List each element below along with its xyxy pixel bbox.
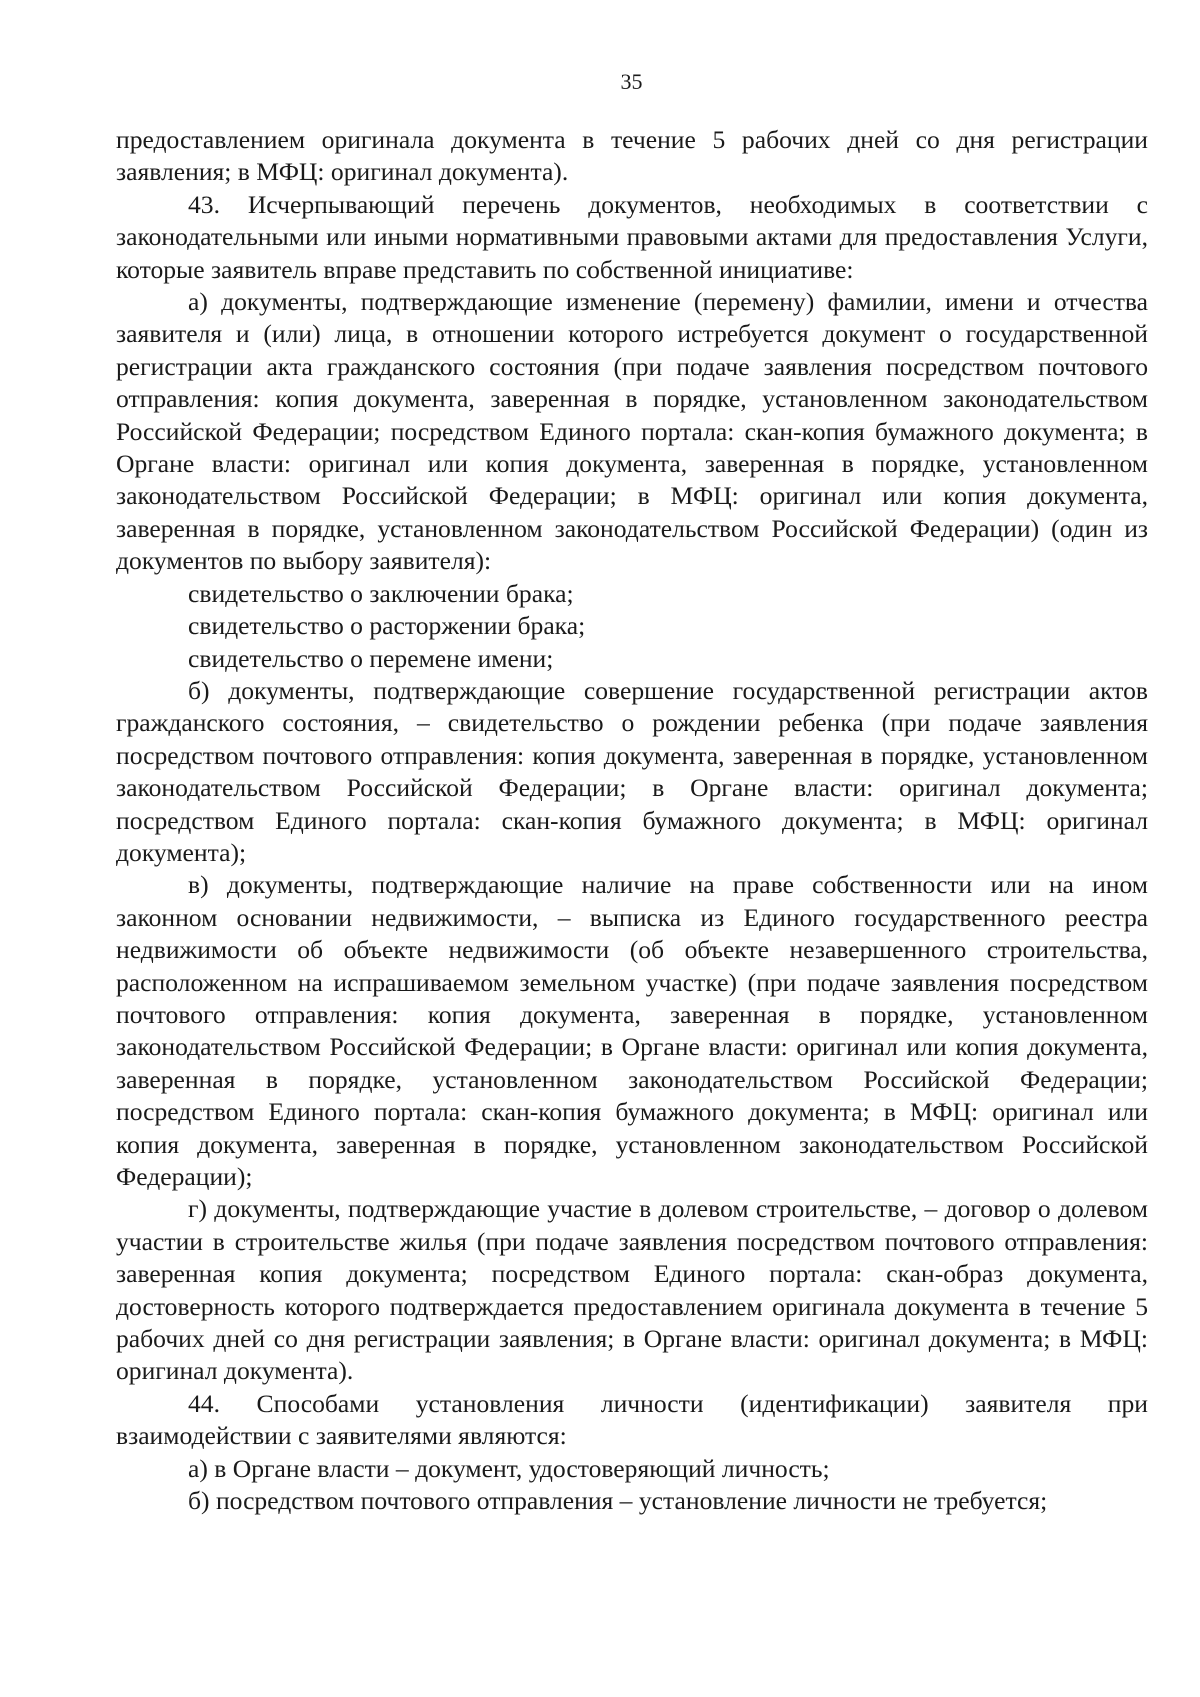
paragraph-44-a: а) в Органе власти – документ, удостоверяющий личность;: [188, 1453, 830, 1483]
paragraph-44-b: б) посредством почтового отправления – установление личности не требуется;: [188, 1486, 1048, 1516]
paragraph-43-v: в) документы, подтверждающие наличие на праве собственности или на ином законном основании недвижимости, – выписка из Единого государственного реестра недвижимости об объекте недвижимости (об объекте незавершенного строительства, расположенном на испрашиваемом земельном участке) (при подаче заявления посредством почтового отправления: копия документа, заверенная в порядке, установленном законодательством Российской Федерации; в Органе власти: оригинал или копия документа, заверенная в порядке, установленном законодательством Российской Федерации; посредством Единого портала: скан-копия бумажного документа; в МФЦ: оригинал или копия документа, заверенная в порядке, установленном законодательством Российской Федерации);: [116, 870, 1148, 1191]
page-number: 35: [620, 69, 643, 94]
list-item-divorce-certificate: свидетельство о расторжении брака;: [188, 611, 586, 641]
paragraph-43-b: б) документы, подтверждающие совершение государственной регистрации актов гражданского состояния, – свидетельство о рождении ребенка (при подаче заявления посредством почтового отправления: копия документа, заверенная в порядке, установленном законодательством Российской Федерации; в Органе власти: оригинал документа; посредством Единого портала: скан-копия бумажного документа; в МФЦ: оригинал документа);: [116, 675, 1148, 867]
paragraph-continuation: предоставлением оригинала документа в течение 5 рабочих дней со дня регистрации заявления; в МФЦ: оригинал документа).: [116, 125, 1148, 187]
paragraph-43: 43. Исчерпывающий перечень документов, необходимых в соответствии с законодательными или иными нормативными правовыми актами для предоставления Услуги, которые заявитель вправе представить по собственной инициативе:: [116, 189, 1148, 284]
paragraph-43-a: а) документы, подтверждающие изменение (перемену) фамилии, имени и отчества заявителя и (или) лица, в отношении которого истребуется документ о государственной регистрации акта гражданского состояния (при подаче заявления посредством почтового отправления: копия документа, заверенная в порядке, установленном законодательством Российской Федерации; посредством Единого портала: скан-копия бумажного документа; в Органе власти: оригинал или копия документа, заверенная в порядке, установленном законодательством Российской Федерации; в МФЦ: оригинал или копия документа, заверенная в порядке, установленном законодательством Российской Федерации) (один из документов по выбору заявителя):: [116, 287, 1148, 576]
list-item-name-change-certificate: свидетельство о перемене имени;: [188, 643, 554, 673]
document-body: [116, 124, 1148, 1517]
paragraph-43-g: г) документы, подтверждающие участие в долевом строительстве, – договор о долевом участии в строительстве жилья (при подаче заявления посредством почтового отправления: заверенная копия документа; посредством Единого портала: скан-образ документа, достоверность которого подтверждается предоставлением оригинала документа в течение 5 рабочих дней со дня регистрации заявления; в Органе власти: оригинал документа; в МФЦ: оригинал документа).: [116, 1194, 1148, 1386]
paragraph-44: 44. Способами установления личности (идентификации) заявителя при взаимодействии с заявителями являются:: [116, 1388, 1148, 1451]
list-item-marriage-certificate: свидетельство о заключении брака;: [188, 578, 574, 608]
